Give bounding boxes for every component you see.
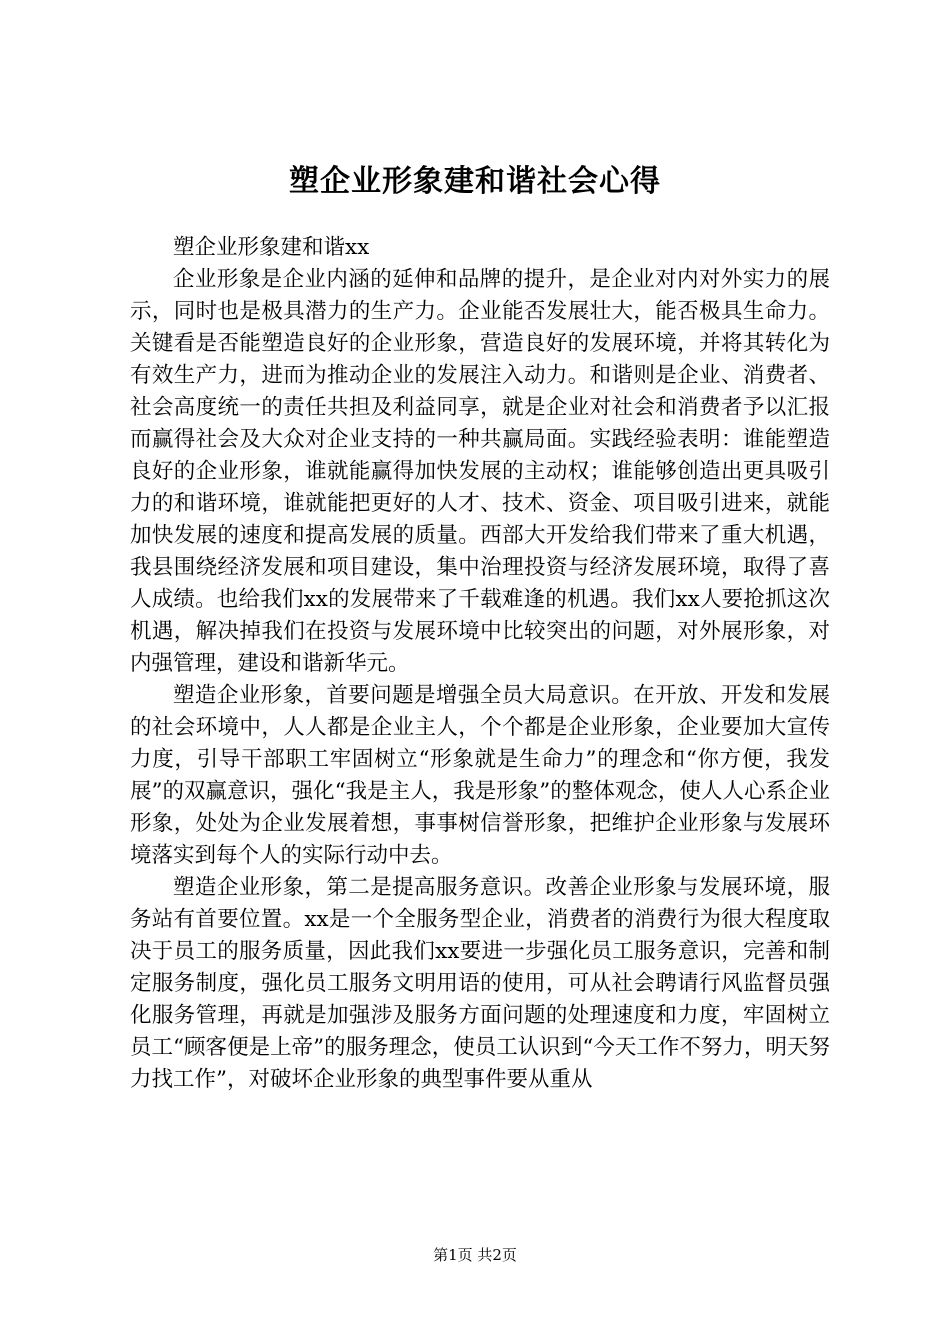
paragraph: 塑造企业形象，首要问题是增强全员大局意识。在开放、开发和发展的社会环境中，人人都是企业主人，个个都是企业形象，企业要加大宣传力度，引导干部职工牢固树立“形象就是生命力”的理念和“你方便，我发展”的双赢意识，强化“我是主人，我是形象”的整体观念，使人人心系企业形象，处处为企业发展着想，事事树信誉形象，把维护企业形象与发展环境落实到每个人的实际行动中去。: [130, 683, 830, 868]
document-title: 塑企业形象建和谐社会心得: [289, 164, 661, 199]
page-number-footer: 第1页 共2页: [433, 1246, 517, 1264]
paragraph: 企业形象是企业内涵的延伸和品牌的提升，是企业对内对外实力的展示，同时也是极具潜力的生产力。企业能否发展壮大，能否极具生命力。关键看是否能塑造良好的企业形象，营造良好的发展环境，并将其转化为有效生产力，进而为推动企业的发展注入动力。和谐则是企业、消费者、社会高度统一的责任共担及利益同享，就是企业对社会和消费者予以汇报而赢得社会及大众对企业支持的一种共赢局面。实践经验表明：谁能塑造良好的企业形象，谁就能赢得加快发展的主动权；谁能够创造出更具吸引力的和谐环境，谁就能把更好的人才、技术、资金、项目吸引进来，就能加快发展的速度和提高发展的质量。西部大开发给我们带来了重大机遇，我县围绕经济发展和项目建设，集中治理投资与经济发展环境，取得了喜人成绩。也给我们xx的发展带来了千载难逢的机遇。我们xx人要抢抓这次机遇，解决掉我们在投资与发展环境中比较突出的问题，对外展形象，对内强管理，建设和谐新华元。: [130, 267, 830, 676]
paragraph: 塑造企业形象，第二是提高服务意识。改善企业形象与发展环境，服务站有首要位置。xx是一个全服务型企业，消费者的消费行为很大程度取决于员工的服务质量，因此我们xx要进一步强化员工服务意识，完善和制定服务制度，强化员工服务文明用语的使用，可从社会聘请行风监督员强化服务管理，再就是加强涉及服务方面问题的处理速度和力度，牢固树立员工“顾客便是上帝”的服务理念，使员工认识到“今天工作不努力，明天努力找工作”，对破坏企业形象的典型事件要从重从: [130, 875, 830, 1092]
document-body: [130, 232, 830, 1096]
paragraph: 塑企业形象建和谐xx: [173, 235, 370, 260]
